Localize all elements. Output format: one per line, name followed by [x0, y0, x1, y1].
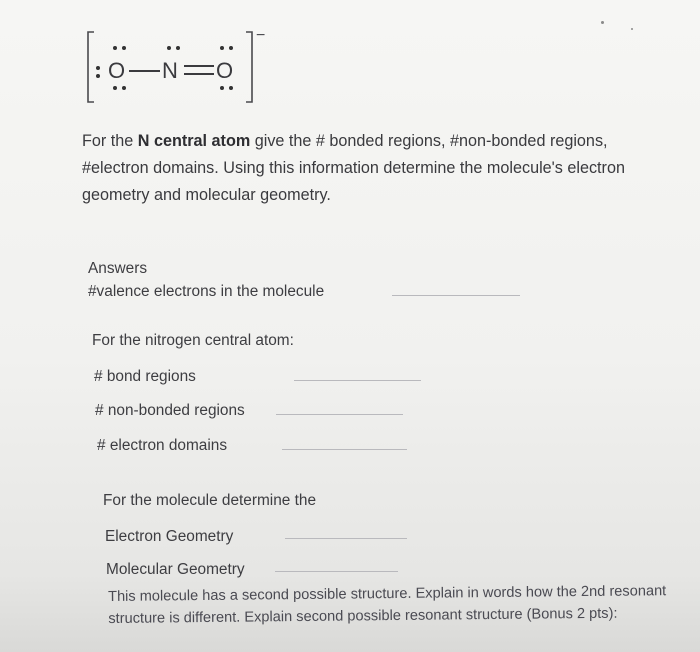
- electron-geometry-answer-line: [285, 538, 407, 539]
- bond-regions-answer-line: [294, 380, 421, 381]
- lone-pair-dot: [220, 86, 224, 90]
- atom-oxygen-left: O: [108, 58, 126, 83]
- question-rest: give the # bonded regions, #non-bonded regions, #electron domains. Using this information determine the molecule's electron geometry and molecular geometry.: [82, 132, 625, 204]
- molecular-geometry-label: Molecular Geometry: [106, 561, 245, 578]
- valence-answer-line: [392, 295, 520, 296]
- lone-pair-dot: [113, 86, 117, 90]
- electron-domains-label: # electron domains: [97, 437, 228, 454]
- lone-pair-dot: [122, 46, 126, 50]
- nonbonded-regions-label: # non-bonded regions: [95, 402, 245, 419]
- lone-pair-dot: [113, 46, 117, 50]
- atom-oxygen-right: O: [216, 58, 234, 83]
- bond-regions-label: # bond regions: [94, 368, 196, 385]
- lone-pair-dot: [167, 46, 171, 50]
- molecule-heading: For the molecule determine the: [103, 492, 317, 509]
- nitrogen-heading: For the nitrogen central atom:: [92, 332, 294, 349]
- left-bracket: [88, 32, 94, 102]
- lone-pair-dot: [122, 86, 126, 90]
- valence-label: #valence electrons in the molecule: [88, 283, 325, 300]
- lone-pair-dot: [220, 46, 224, 50]
- paper-speck: [601, 21, 604, 24]
- electron-domains-answer-line: [282, 449, 407, 450]
- lewis-structure: [84, 26, 284, 108]
- bonus-question: This molecule has a second possible structure. Explain in words how the 2nd resonant structure is different. Explain second possible resonant structure (Bonus 2 pts):: [108, 583, 667, 627]
- atom-nitrogen: N: [162, 58, 178, 83]
- answers-heading: Answers: [88, 260, 148, 277]
- lone-pair-dot: [176, 46, 180, 50]
- lone-pair-dot: [229, 86, 233, 90]
- lone-pair-dot: [96, 74, 100, 78]
- right-bracket: [246, 32, 252, 102]
- question-text: [82, 128, 672, 209]
- question-intro: For the: [82, 132, 138, 150]
- molecular-geometry-answer-line: [275, 571, 398, 572]
- lone-pair-dot: [229, 46, 233, 50]
- charge-sign: −: [256, 27, 266, 44]
- nonbonded-answer-line: [276, 414, 403, 415]
- question-bold: N central atom: [137, 132, 251, 150]
- paper-speck: [631, 28, 633, 30]
- electron-geometry-label: Electron Geometry: [105, 528, 234, 545]
- lone-pair-dot: [96, 66, 100, 70]
